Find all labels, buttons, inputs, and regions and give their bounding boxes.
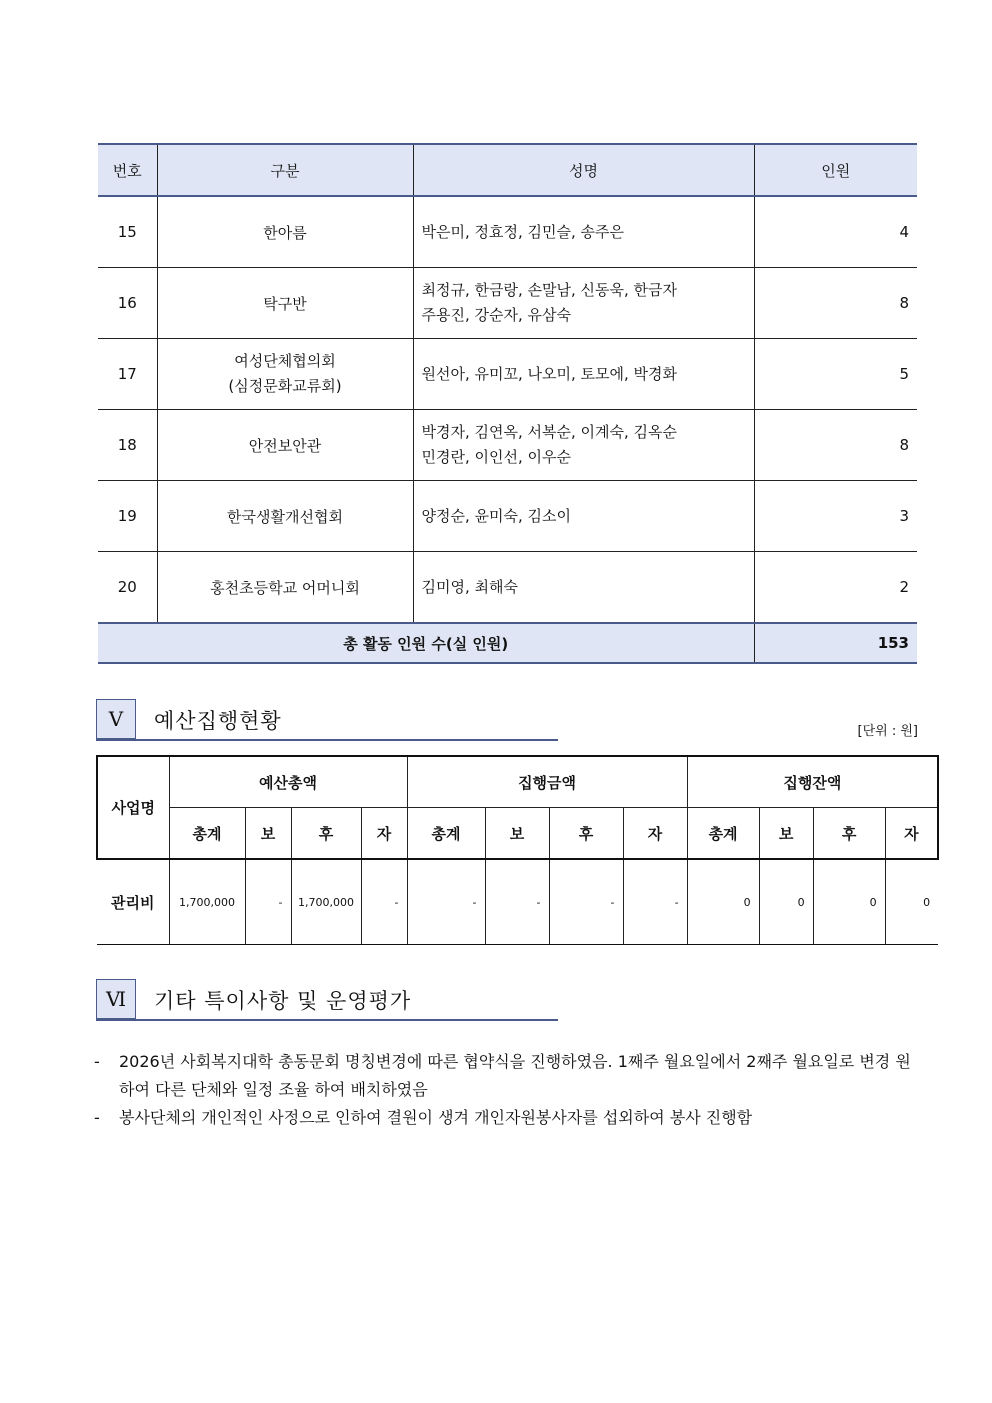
members-header-row [98,144,917,196]
balance-hu: 0 [813,859,885,945]
budget-ja: - [361,859,407,945]
remark-dash: - [94,1052,100,1071]
row-count: 2 [754,552,917,624]
subheader-total: 총계 [169,808,245,860]
row-names [413,410,754,481]
table-row [98,339,917,410]
section-6-heading [96,979,558,1021]
category-line: (심정문화교류회) [228,377,342,395]
balance-bo: 0 [759,859,813,945]
row-num: 20 [98,552,157,624]
unit-label: [단위 : 원] [857,724,918,739]
subheader-hu: 후 [291,808,361,860]
executed-bo: - [485,859,549,945]
total-label: 총 활동 인원 수(실 인원) [98,623,754,663]
names-line: 김미영, 최해숙 [421,577,518,596]
row-num: 17 [98,339,157,410]
row-category [157,339,413,410]
budget-bo: - [245,859,291,945]
table-row [97,859,938,945]
header-names: 성명 [413,144,754,196]
table-row [98,552,917,624]
header-group-budget: 예산총액 [169,756,407,808]
total-value: 153 [754,623,917,663]
budget-table [96,755,939,945]
executed-ja: - [623,859,687,945]
members-total-row [98,623,917,663]
executed-total: - [407,859,485,945]
names-line: 원선아, 유미꼬, 나오미, 토모에, 박경화 [421,364,677,383]
remarks-list [94,1048,924,1132]
row-names [413,552,754,624]
row-category: 안전보안관 [157,410,413,481]
section-5-number: Ⅴ [96,699,136,739]
balance-total: 0 [687,859,759,945]
remark-dash: - [94,1108,100,1127]
remark-text: 2026년 사회복지대학 총동문회 명칭변경에 따른 협약식을 진행하였음. 1째주 월요일에서 2째주 월요일로 변경 원하여 다른 단체와 일정 조율 하여 배치하였음 [119,1052,911,1099]
names-line: 양정순, 윤미숙, 김소이 [421,506,571,525]
remark-item [94,1048,924,1104]
table-row [98,196,917,268]
subheader-bo: 보 [485,808,549,860]
names-line: 주용진, 강순자, 유삼숙 [421,306,571,324]
subheader-ja: 자 [623,808,687,860]
row-category: 한아름 [157,196,413,268]
budget-subheader-row [97,808,938,860]
section-5-heading [96,699,558,741]
names-line: 박경자, 김연옥, 서복순, 이계숙, 김옥순 [421,423,677,441]
header-group-balance: 집행잔액 [687,756,938,808]
names-line: 최정규, 한금랑, 손말남, 신동욱, 한금자 [421,281,677,299]
executed-hu: - [549,859,623,945]
header-business: 사업명 [97,756,169,859]
balance-ja: 0 [885,859,938,945]
section-6-title: 기타 특이사항 및 운영평가 [154,989,412,1013]
members-table [98,143,917,664]
row-count: 4 [754,196,917,268]
row-count: 8 [754,268,917,339]
subheader-hu: 후 [549,808,623,860]
section-6-number: Ⅵ [96,979,136,1019]
header-group-executed: 집행금액 [407,756,687,808]
budget-header-row [97,756,938,808]
row-num: 18 [98,410,157,481]
row-names [413,196,754,268]
row-count: 5 [754,339,917,410]
remark-item [94,1104,924,1132]
subheader-bo: 보 [759,808,813,860]
row-names [413,481,754,552]
row-num: 19 [98,481,157,552]
row-num: 15 [98,196,157,268]
table-row [98,410,917,481]
subheader-ja: 자 [885,808,938,860]
row-category: 탁구반 [157,268,413,339]
row-category: 홍천초등학교 어머니회 [157,552,413,624]
header-num: 번호 [98,144,157,196]
category-line: 여성단체협의회 [234,352,336,370]
row-num: 16 [98,268,157,339]
header-count: 인원 [754,144,917,196]
subheader-bo: 보 [245,808,291,860]
names-line: 민경란, 이인선, 이우순 [421,448,571,466]
subheader-hu: 후 [813,808,885,860]
budget-total: 1,700,000 [169,859,245,945]
subheader-total: 총계 [687,808,759,860]
row-business-name: 관리비 [97,859,169,945]
subheader-total: 총계 [407,808,485,860]
row-names [413,339,754,410]
header-category: 구분 [157,144,413,196]
row-category: 한국생활개선협회 [157,481,413,552]
remark-text: 봉사단체의 개인적인 사정으로 인하여 결원이 생겨 개인자원봉사자를 섭외하여 봉사 진행함 [119,1108,753,1127]
table-row [98,481,917,552]
budget-hu: 1,700,000 [291,859,361,945]
names-line: 박은미, 정효정, 김민슬, 송주은 [421,222,624,241]
table-row [98,268,917,339]
row-count: 8 [754,410,917,481]
section-5-title: 예산집행현황 [154,709,282,733]
row-names [413,268,754,339]
subheader-ja: 자 [361,808,407,860]
row-count: 3 [754,481,917,552]
